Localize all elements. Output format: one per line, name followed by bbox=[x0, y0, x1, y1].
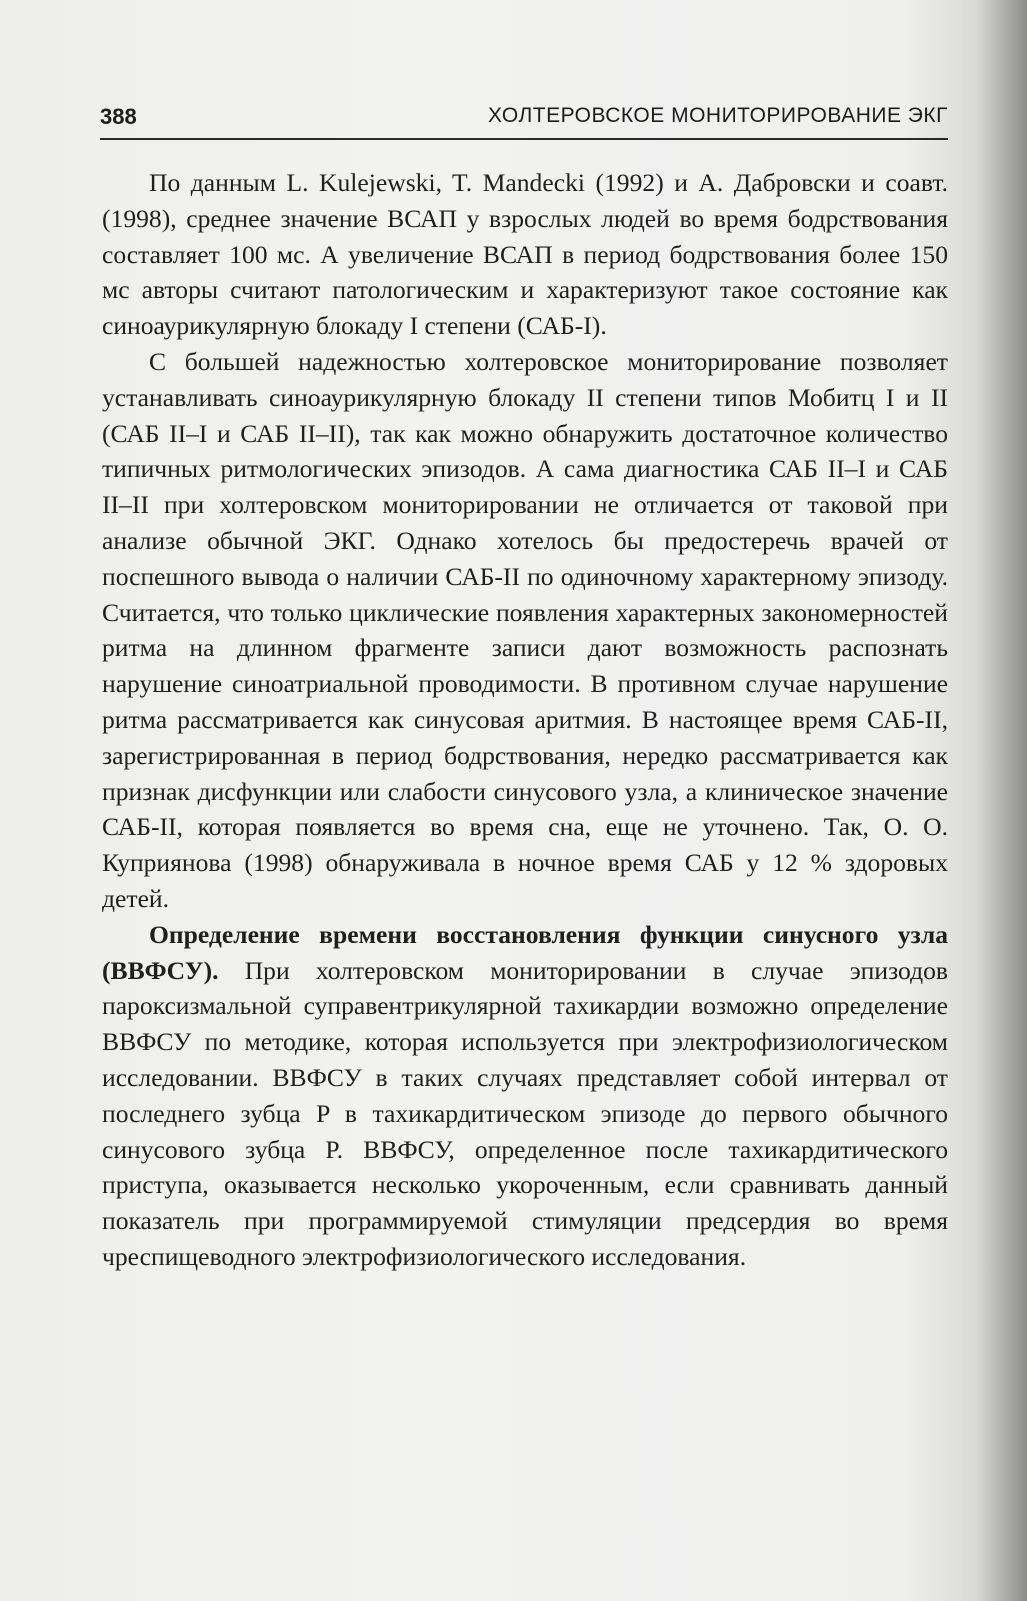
body-text bbox=[102, 165, 948, 1275]
page-number: 388 bbox=[100, 104, 137, 129]
paragraph-2: С большей надежностью холтеровское мониторирование позволяет устанавливать синоаурикулярную блокаду II степени типов Мобитц I и II (САБ II–I и САБ II–II), так как можно обнаружить достаточное количество типичных ритмологических эпизодов. А сама диагностика САБ II–I и САБ II–II при холтеровском мониторировании не отличается от таковой при анализе обычной ЭКГ. Однако хотелось бы предостеречь врачей от поспешного вывода о наличии САБ-II по одиночному характерному эпизоду. Считается, что только циклические появления характерных закономерностей ритма на длинном фрагменте записи дают возможность распознать нарушение синоатриальной проводимости. В противном случае нарушение ритма рассматривается как синусовая аритмия. В настоящее время САБ-II, зарегистрированная в период бодрствования, нередко рассматривается как признак дисфункции или слабости синусового узла, а клиническое значение САБ-II, которая появляется во время сна, еще не уточнено. Так, О. О. Куприянова (1998) обнаруживала в ночное время САБ у 12 % здоровых детей. bbox=[102, 346, 948, 913]
paragraph-3-text: При холтеровском мониторировании в случае эпизодов пароксизмальной суправентрикулярной тахикардии возможно определение ВВФСУ по методике, которая используется при электрофизиологическом исследовании. ВВФСУ в таких случаях представляет собой интервал от последнего зубца P в тахикардитическом эпизоде до первого обычного синусового зубца P. ВВФСУ, определенное после тахикардитического приступа, оказывается несколько укороченным, если сравнивать данный показатель при программируемой стимуляции предсердия во время чреспищеводного электрофизиологического исследования. bbox=[102, 955, 948, 1271]
page-header bbox=[100, 98, 948, 140]
section-heading: Определение времени восстановления функции синусного узла (ВВФСУ). bbox=[102, 919, 948, 985]
paragraph-1: По данным L. Kulejewski, T. Mandecki (1992) и А. Дабровски и соавт. (1998), среднее значение ВСАП у взрослых людей во время бодрствования составляет 100 мс. А увеличение ВСАП в период бодрствования более 150 мс авторы считают патологическим и характеризуют такое состояние как синоаурикулярную блокаду I степени (САБ-I). bbox=[102, 168, 948, 341]
paragraph-3 bbox=[102, 917, 948, 1275]
running-title: ХОЛТЕРОВСКОЕ МОНИТОРИРОВАНИЕ ЭКГ bbox=[488, 104, 948, 127]
